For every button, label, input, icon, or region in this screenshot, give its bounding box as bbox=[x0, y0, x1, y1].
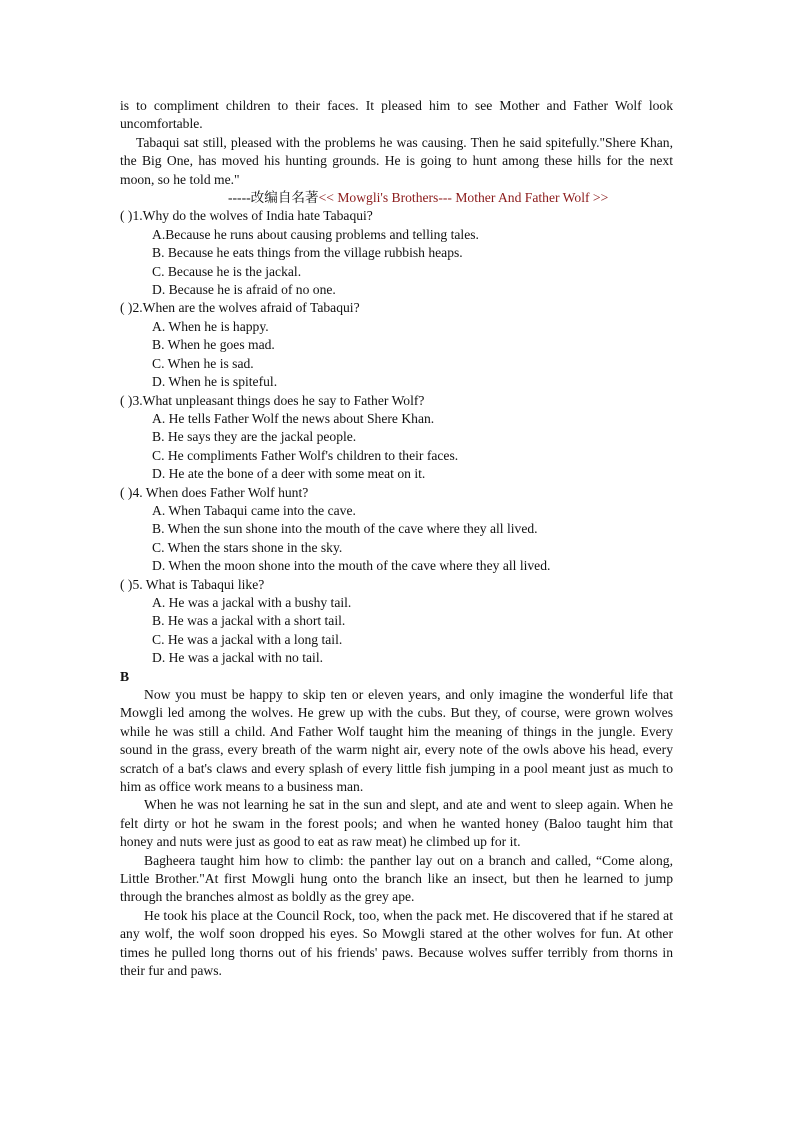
question-option: B. He was a jackal with a short tail. bbox=[152, 613, 346, 629]
question-option: D. Because he is afraid of no one. bbox=[152, 282, 336, 298]
question-option: C. When the stars shone in the sky. bbox=[152, 539, 343, 555]
question-option: D. When he is spiteful. bbox=[152, 374, 278, 390]
section-b-paragraph-4: He took his place at the Council Rock, too, when the pack met. He discovered that if he stared at any wolf, the wolf soon dropped his eyes. So Mowgli stared at the other wolves for fun. At other times he pulled long thorns out of his friends' paws. Because wolves suffer terribly from thorns in their fur and paws. bbox=[120, 907, 673, 979]
source-title: << Mowgli's Brothers--- Mother And Father Wolf >> bbox=[318, 190, 609, 206]
question-option: A. He tells Father Wolf the news about Shere Khan. bbox=[152, 410, 435, 426]
question-stem: ( )5. What is Tabaqui like? bbox=[120, 576, 265, 592]
question-option: C. He compliments Father Wolf's children to their faces. bbox=[152, 447, 459, 463]
question-option: D. He was a jackal with no tail. bbox=[152, 650, 324, 666]
section-b-label: B bbox=[120, 668, 130, 684]
question-option: B. Because he eats things from the village rubbish heaps. bbox=[152, 245, 463, 261]
question-option: A. When he is happy. bbox=[152, 318, 269, 334]
section-b-paragraph-1: Now you must be happy to skip ten or eleven years, and only imagine the wonderful life that Mowgli led among the wolves. He grew up with the cubs. But they, of course, were grown wolves while he was still a child. And Father Wolf taught him the meaning of things in the jungle. Every sound in the grass, every breath of the warm night air, every note of the owls above his head, every scratch of a bat's claws and every splash of every little fish jumping in a pool meant just as much to him as office work means to a business man. bbox=[120, 687, 673, 795]
question-2 bbox=[120, 299, 673, 391]
question-option: D. When the moon shone into the mouth of the cave where they all lived. bbox=[152, 558, 551, 574]
passage-a-paragraph-1: is to compliment children to their faces. It pleased him to see Mother and Father Wolf look uncomfortable. bbox=[120, 98, 673, 132]
question-option: C. Because he is the jackal. bbox=[152, 263, 302, 279]
question-option: C. When he is sad. bbox=[152, 355, 254, 371]
question-5 bbox=[120, 576, 673, 668]
question-option: D. He ate the bone of a deer with some meat on it. bbox=[152, 466, 426, 482]
question-option: B. When the sun shone into the mouth of the cave where they all lived. bbox=[152, 521, 538, 537]
question-stem: ( )1.Why do the wolves of India hate Tabaqui? bbox=[120, 208, 373, 224]
question-option: B. He says they are the jackal people. bbox=[152, 429, 357, 445]
question-stem: ( )3.What unpleasant things does he say to Father Wolf? bbox=[120, 392, 425, 408]
section-b-paragraph-3: Bagheera taught him how to climb: the panther lay out on a branch and called, “Come along, Little Brother."At first Mowgli hung onto the branch like an insect, but then he learned to jump through the branches almost as boldly as the grey ape. bbox=[120, 852, 673, 905]
question-4 bbox=[120, 484, 673, 576]
passage-a-paragraph-2: Tabaqui sat still, pleased with the problems he was causing. Then he said spitefully."Shere Khan, the Big One, has moved his hunting grounds. He is going to hunt among these hills for the next moon, so he told me." bbox=[120, 134, 673, 187]
section-b-paragraph-2: When he was not learning he sat in the sun and slept, and ate and went to sleep again. When he felt dirty or hot he swam in the forest pools; and when he wanted honey (Baloo taught him that honey and nuts were just as good to eat as raw meat) he climbed up for it. bbox=[120, 797, 673, 850]
question-1 bbox=[120, 207, 673, 299]
question-option: B. When he goes mad. bbox=[152, 337, 275, 353]
question-stem: ( )2.When are the wolves afraid of Tabaqui? bbox=[120, 300, 360, 316]
question-stem: ( )4. When does Father Wolf hunt? bbox=[120, 484, 309, 500]
document-body bbox=[120, 97, 673, 981]
passage-source bbox=[120, 189, 673, 207]
question-option: A. He was a jackal with a bushy tail. bbox=[152, 594, 352, 610]
question-option: C. He was a jackal with a long tail. bbox=[152, 631, 343, 647]
question-option: A.Because he runs about causing problems and telling tales. bbox=[152, 226, 479, 242]
source-prefix: -----改编自名著 bbox=[228, 190, 319, 206]
question-3 bbox=[120, 392, 673, 484]
question-option: A. When Tabaqui came into the cave. bbox=[152, 502, 356, 518]
